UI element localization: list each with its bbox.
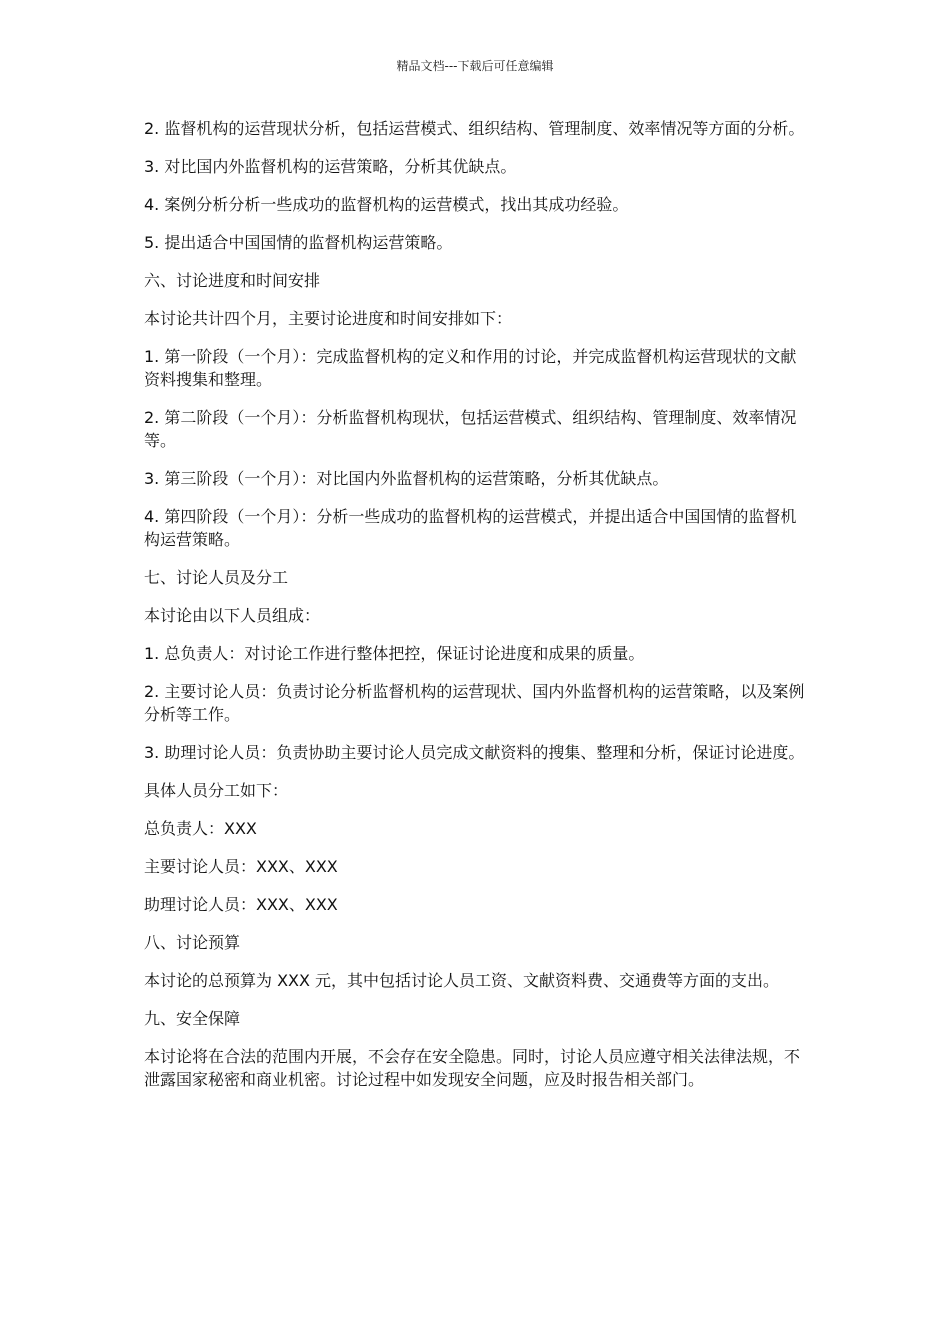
section-heading-budget: 八、讨论预算	[144, 933, 241, 952]
schedule-intro: 本讨论共计四个月，主要讨论进度和时间安排如下：	[144, 309, 513, 328]
list-item-analysis-status: 2. 监督机构的运营现状分析，包括运营模式、组织结构、管理制度、效率情况等方面的分析。	[144, 119, 805, 138]
budget-text: 本讨论的总预算为 XXX 元，其中包括讨论人员工资、文献资料费、交通费等方面的支出。	[144, 971, 780, 990]
schedule-phase-3: 3. 第三阶段（一个月）：对比国内外监督机构的运营策略，分析其优缺点。	[144, 469, 669, 488]
schedule-phase-4: 4. 第四阶段（一个月）：分析一些成功的监督机构的运营模式，并提出适合中国国情的监督机构运营策略。	[144, 507, 797, 549]
assignment-main: 主要讨论人员：XXX、XXX	[144, 857, 338, 876]
personnel-role-main: 2. 主要讨论人员：负责讨论分析监督机构的运营现状、国内外监督机构的运营策略，以及案例分析等工作。	[144, 682, 805, 724]
list-item-case-analysis: 4. 案例分析分析一些成功的监督机构的运营模式，找出其成功经验。	[144, 195, 629, 214]
page-header-watermark: 精品文档---下载后可任意编辑	[396, 59, 554, 73]
assignment-assistant: 助理讨论人员：XXX、XXX	[144, 895, 338, 914]
section-heading-schedule: 六、讨论进度和时间安排	[144, 271, 321, 290]
document-body	[144, 117, 806, 1106]
schedule-phase-2: 2. 第二阶段（一个月）：分析监督机构现状，包括运营模式、组织结构、管理制度、效率情况等。	[144, 408, 797, 450]
security-text: 本讨论将在合法的范围内开展，不会存在安全隐患。同时，讨论人员应遵守相关法律法规，不泄露国家秘密和商业机密。讨论过程中如发现安全问题，应及时报告相关部门。	[144, 1047, 801, 1089]
schedule-phase-1: 1. 第一阶段（一个月）：完成监督机构的定义和作用的讨论，并完成监督机构运营现状的文献资料搜集和整理。	[144, 347, 797, 389]
assignment-lead: 总负责人：XXX	[144, 819, 257, 838]
personnel-intro: 本讨论由以下人员组成：	[144, 606, 321, 625]
personnel-role-assistant: 3. 助理讨论人员：负责协助主要讨论人员完成文献资料的搜集、整理和分析，保证讨论进度。	[144, 743, 805, 762]
list-item-propose-strategy: 5. 提出适合中国国情的监督机构运营策略。	[144, 233, 453, 252]
assignment-intro: 具体人员分工如下：	[144, 781, 289, 800]
personnel-role-lead: 1. 总负责人：对讨论工作进行整体把控，保证讨论进度和成果的质量。	[144, 644, 645, 663]
section-heading-security: 九、安全保障	[144, 1009, 241, 1028]
section-heading-personnel: 七、讨论人员及分工	[144, 568, 289, 587]
list-item-compare-strategies: 3. 对比国内外监督机构的运营策略，分析其优缺点。	[144, 157, 517, 176]
